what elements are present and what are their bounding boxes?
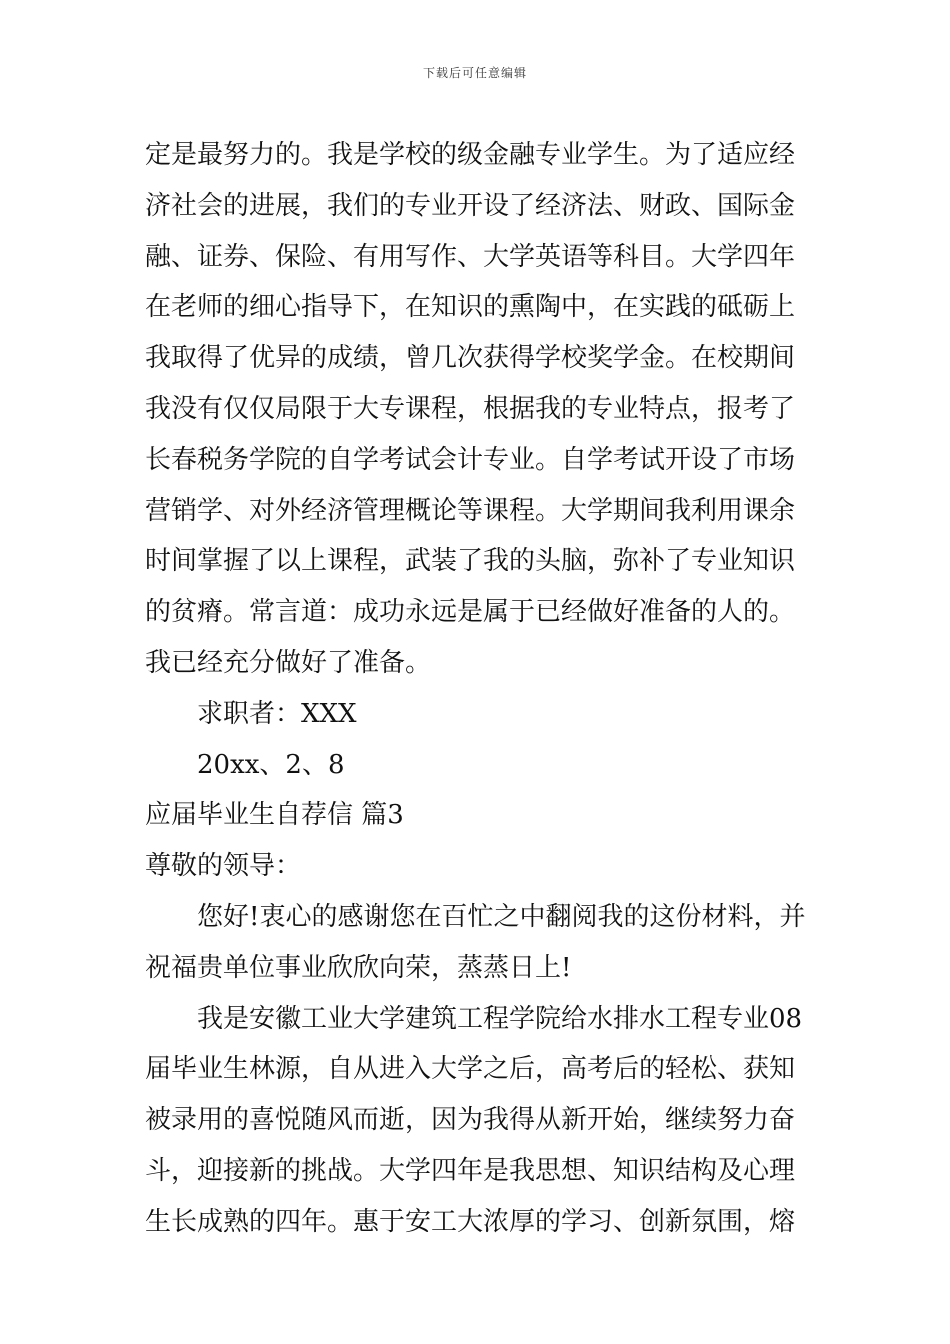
letter-body xyxy=(145,130,815,1248)
text-line: 在老师的细心指导下，在知识的熏陶中，在实践的砥砺上 xyxy=(145,292,796,323)
text-line: 生长成熟的四年。惠于安工大浓厚的学习、创新氛围，熔 xyxy=(145,1206,796,1237)
text-line: 应届毕业生自荐信 篇3 xyxy=(145,800,404,831)
text-line: 祝福贵单位事业欣欣向荣，蒸蒸日上! xyxy=(145,952,572,983)
text-line: 我取得了优异的成绩，曾几次获得学校奖学金。在校期间 xyxy=(145,343,796,374)
text-line: 时间掌握了以上课程，武装了我的头脑，弥补了专业知识 xyxy=(145,546,796,577)
text-line: 我是安徽工业大学建筑工程学院给水排水工程专业08 xyxy=(197,1003,803,1034)
text-line: 20xx、2、8 xyxy=(197,749,345,780)
text-line: 您好!衷心的感谢您在百忙之中翻阅我的这份材料，并 xyxy=(197,901,806,932)
text-line: 斗，迎接新的挑战。大学四年是我思想、知识结构及心理 xyxy=(145,1155,796,1186)
text-line: 的贫瘠。常言道：成功永远是属于已经做好准备的人的。 xyxy=(145,597,796,628)
text-line: 长春税务学院的自学考试会计专业。自学考试开设了市场 xyxy=(145,444,796,475)
text-line: 营销学、对外经济管理概论等课程。大学期间我利用课余 xyxy=(145,495,796,526)
text-line: 我没有仅仅局限于大专课程，根据我的专业特点，报考了 xyxy=(145,393,796,424)
text-line: 求职者：XXX xyxy=(197,698,357,729)
text-line: 我已经充分做好了准备。 xyxy=(145,647,432,678)
text-line: 届毕业生林源，自从进入大学之后，高考后的轻松、获知 xyxy=(145,1054,796,1085)
text-line: 定是最努力的。我是学校的级金融专业学生。为了适应经 xyxy=(145,140,796,170)
text-line: 济社会的进展，我们的专业开设了经济法、财政、国际金 xyxy=(145,190,796,221)
text-line: 尊敬的领导： xyxy=(145,851,302,882)
text-line: 被录用的喜悦随风而逝，因为我得从新开始，继续努力奋 xyxy=(145,1105,796,1136)
page-header: 下载后可任意编辑 xyxy=(422,66,527,80)
text-line: 融、证券、保险、有用写作、大学英语等科目。大学四年 xyxy=(145,241,796,272)
